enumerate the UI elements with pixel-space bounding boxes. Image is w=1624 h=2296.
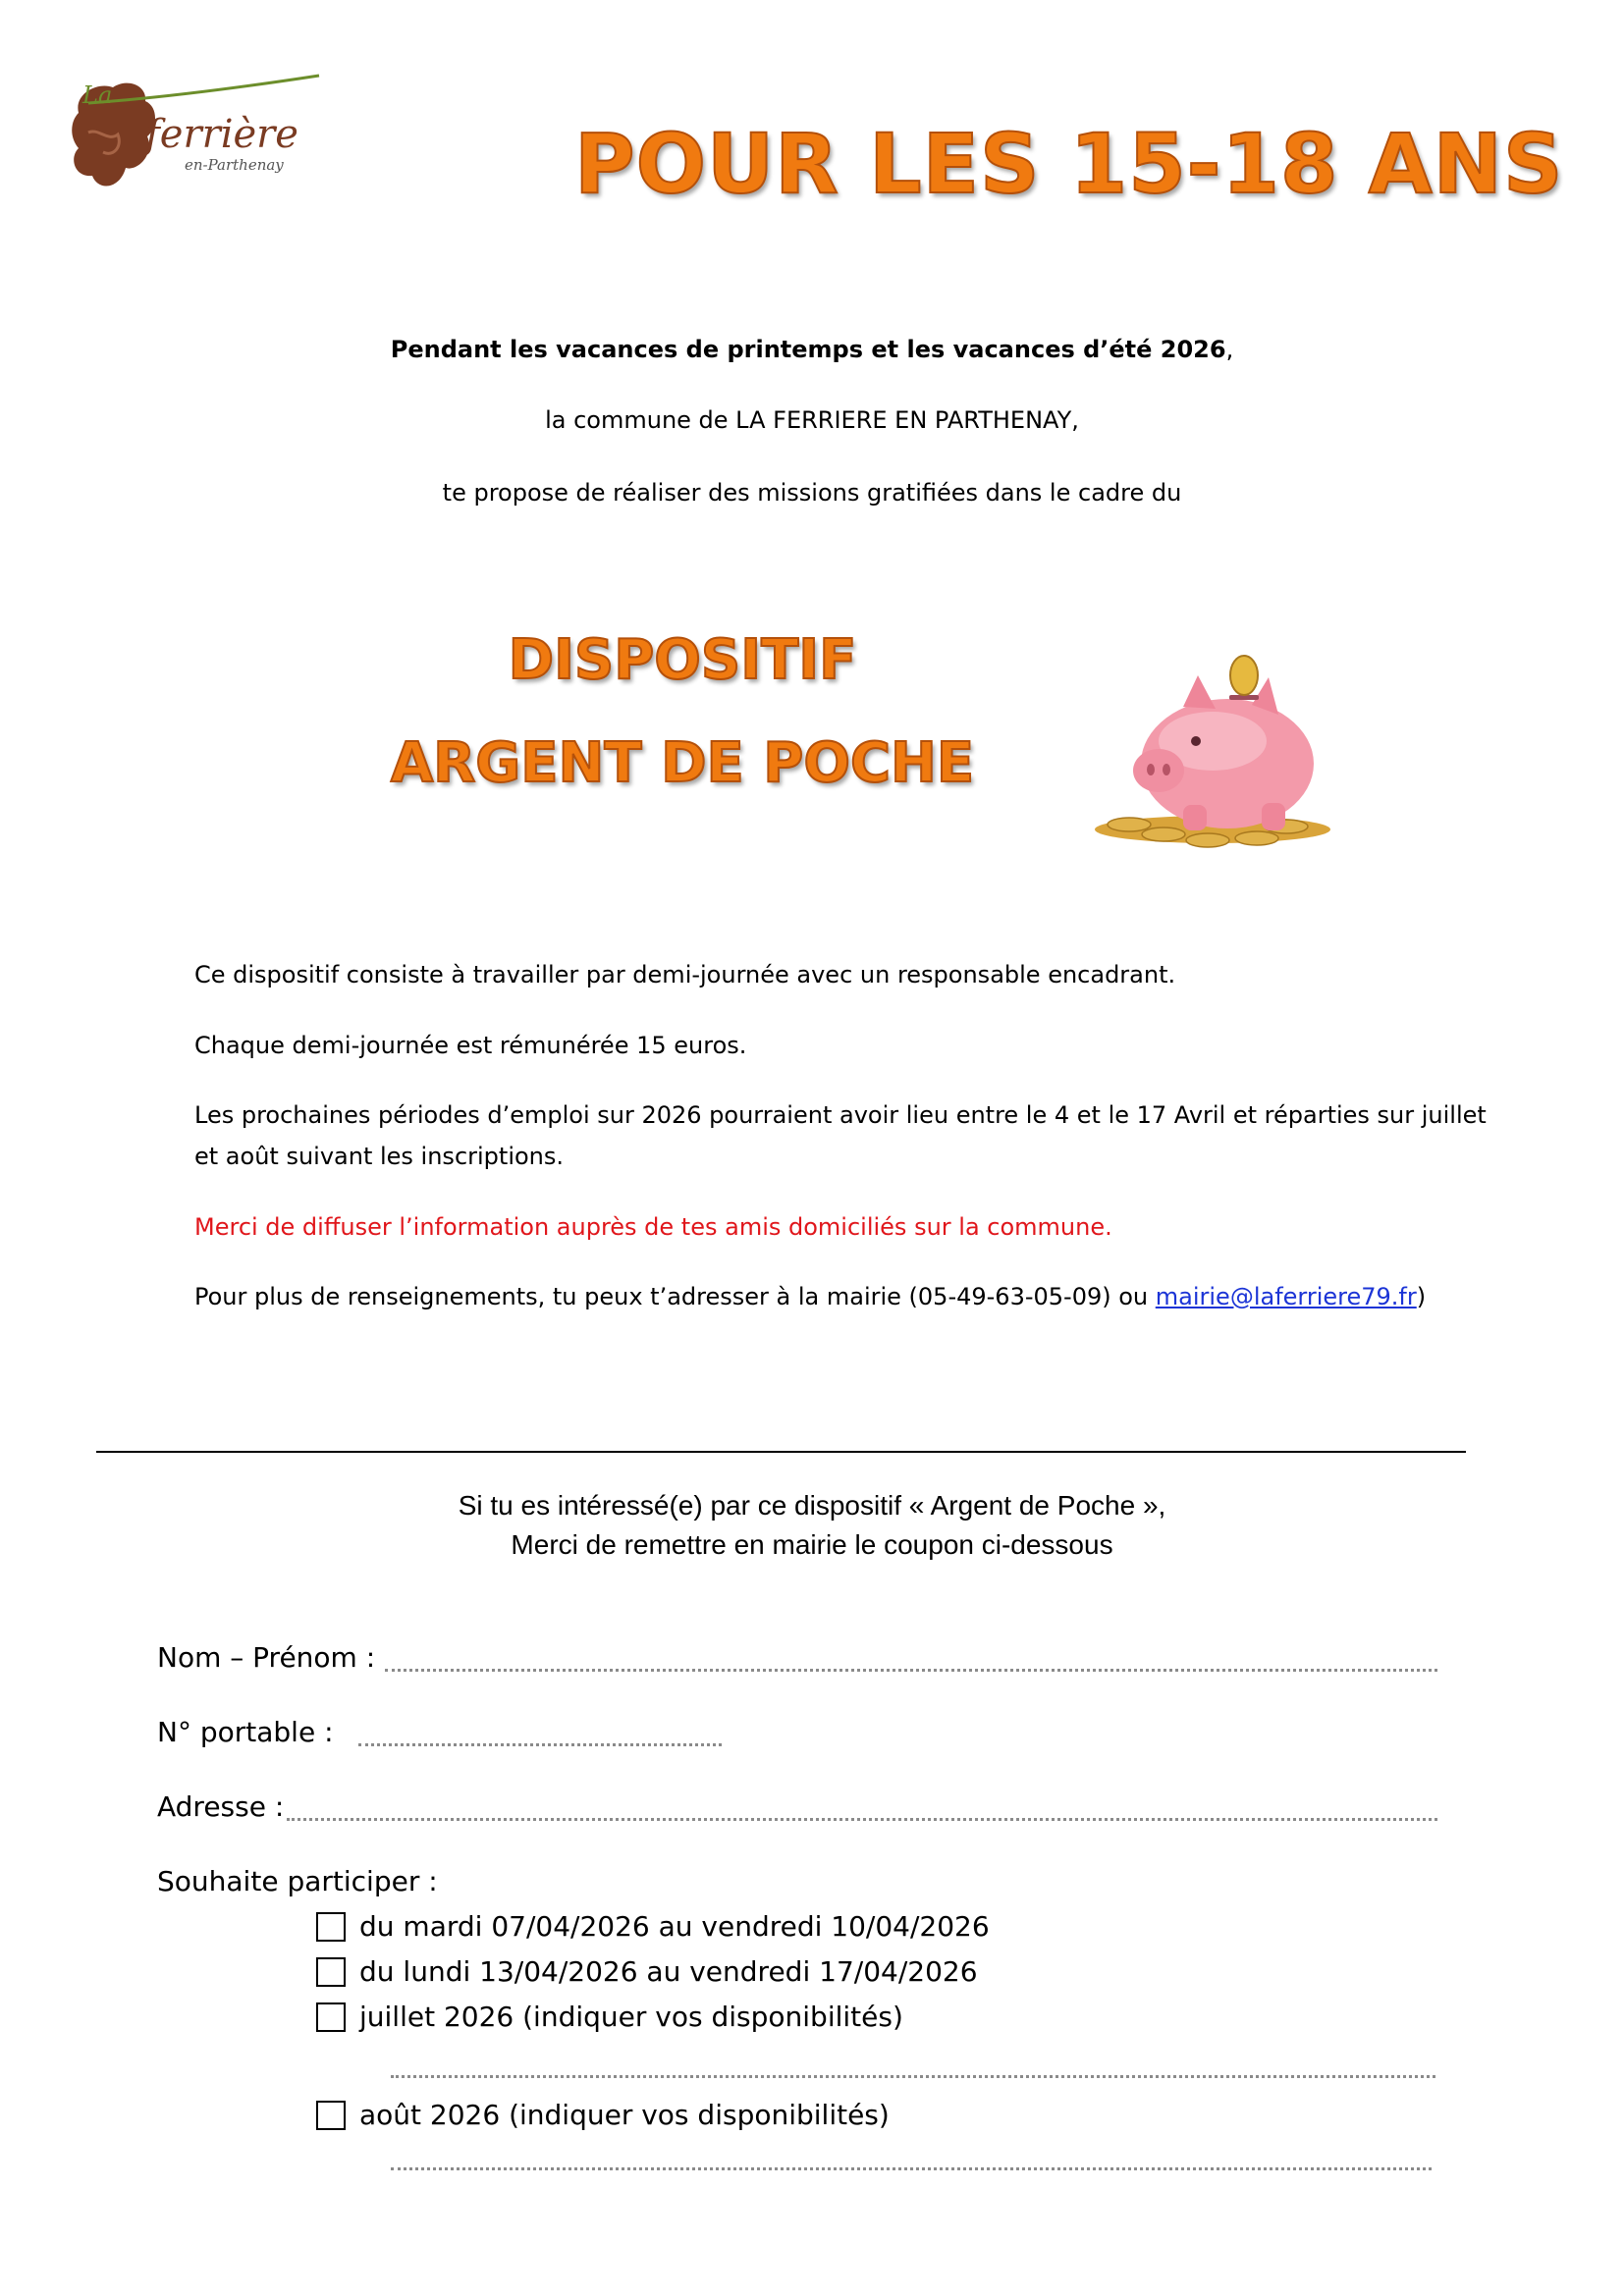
checkbox[interactable]	[316, 2002, 346, 2032]
piggy-bank-icon	[1090, 648, 1330, 854]
checkbox[interactable]	[316, 1957, 346, 1987]
email-link[interactable]: mairie@laferriere79.fr	[1155, 1283, 1417, 1310]
checkbox[interactable]	[316, 1912, 346, 1942]
intro-line-2: la commune de LA FERRIERE EN PARTHENAY,	[545, 406, 1079, 434]
paragraph-contact	[194, 1276, 1500, 1317]
option-july[interactable]	[316, 2001, 903, 2033]
logo-text-sub: en-Parthenay	[185, 156, 284, 174]
phone-field[interactable]	[358, 1743, 722, 1746]
paragraph-description: Ce dispositif consiste à travailler par demi-journée avec un responsable encadrant.	[194, 961, 1176, 988]
coupon-intro-1: Si tu es intéressé(e) par ce dispositif « Argent de Poche »,	[458, 1490, 1166, 1521]
intro-line-3: te propose de réaliser des missions gratifiées dans le cadre du	[442, 479, 1182, 507]
option-april-week-2[interactable]	[316, 1955, 978, 1988]
july-availability-field[interactable]	[391, 2075, 1435, 2078]
participation-label: Souhaite participer :	[157, 1865, 438, 1897]
name-field[interactable]	[385, 1669, 1437, 1672]
option-label: août 2026 (indiquer vos disponibilités)	[359, 2099, 890, 2131]
logo-text-main: ferrière	[145, 112, 298, 157]
dispositif-heading-2: ARGENT DE POCHE	[390, 731, 975, 795]
option-april-week-1[interactable]	[316, 1910, 990, 1943]
intro-line-1-bold: Pendant les vacances de printemps et les vacances d’été 2026	[390, 336, 1226, 363]
paragraph-share-notice: Merci de diffuser l’information auprès de tes amis domiciliés sur la commune.	[194, 1213, 1112, 1241]
option-label: du lundi 13/04/2026 au vendredi 17/04/2026	[359, 1955, 978, 1988]
paragraph-remuneration: Chaque demi-journée est rémunérée 15 euros.	[194, 1032, 747, 1059]
phone-label: N° portable :	[157, 1716, 334, 1748]
commune-logo	[69, 74, 324, 211]
contact-end: )	[1416, 1283, 1427, 1310]
address-field[interactable]	[287, 1818, 1437, 1821]
contact-text: Pour plus de renseignements, tu peux t’adresser à la mairie (05-49-63-05-09) ou	[194, 1283, 1156, 1310]
coupon-intro-2: Merci de remettre en mairie le coupon ci-dessous	[511, 1529, 1113, 1560]
dispositif-heading-1: DISPOSITIF	[508, 628, 857, 692]
page-title: POUR LES 15-18 ANS	[574, 116, 1564, 212]
option-label: juillet 2026 (indiquer vos disponibilités)	[359, 2001, 903, 2033]
option-august[interactable]	[316, 2099, 890, 2131]
august-availability-field[interactable]	[391, 2167, 1432, 2170]
intro-line-1-end: ,	[1225, 336, 1234, 363]
intro-line-1	[0, 336, 1624, 363]
logo-text-la: La	[82, 81, 113, 109]
checkbox[interactable]	[316, 2101, 346, 2130]
address-label: Adresse :	[157, 1790, 285, 1823]
paragraph-periods: Les prochaines périodes d’emploi sur 2026 pourraient avoir lieu entre le 4 et le 17 Avril et réparties sur juillet et août suivant les inscriptions.	[194, 1101, 1487, 1170]
name-label: Nom – Prénom :	[157, 1641, 376, 1674]
option-label: du mardi 07/04/2026 au vendredi 10/04/2026	[359, 1910, 990, 1943]
cut-line-separator	[96, 1451, 1466, 1453]
